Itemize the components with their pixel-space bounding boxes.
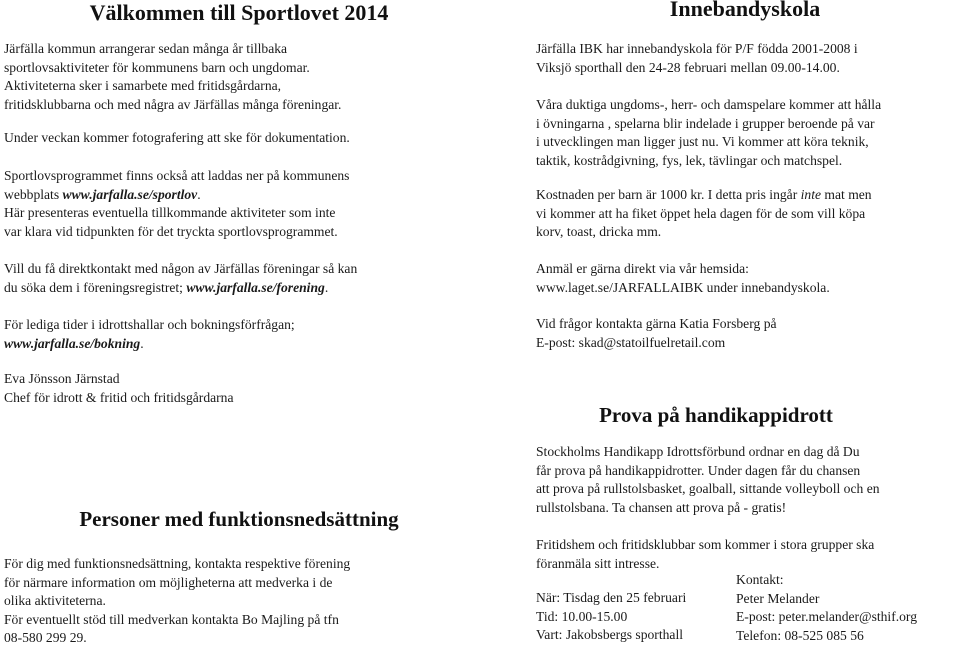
- cost-text: mat men: [821, 187, 872, 202]
- desc-line: i utvecklingen man ligger just nu. Vi kommer att köra teknik,: [536, 134, 869, 150]
- punctuation: .: [197, 186, 201, 202]
- sportlov-link[interactable]: www.jarfalla.se/sportlov: [62, 186, 198, 202]
- welcome-title: Välkommen till Sportlovet 2014: [89, 0, 389, 25]
- booking-line: För lediga tider i idrottshallar och bokningsförfrågan;: [4, 317, 295, 332]
- disability-line: 08-580 299 29.: [4, 630, 87, 646]
- photo-note: Under veckan kommer fotografering att ske för dokumentation.: [4, 130, 350, 145]
- innebandy-intro: [536, 40, 954, 77]
- program-line: [4, 186, 474, 205]
- contact-label: Kontakt:: [736, 572, 784, 587]
- cost-line: korv, toast, dricka mm.: [536, 224, 662, 240]
- booking-line: [4, 335, 474, 354]
- questions-email[interactable]: E-post: skad@statoilfuelretail.com: [536, 334, 726, 350]
- handikapp-line: Stockholms Handikapp Idrottsförbund ordnar en dag då Du: [536, 444, 860, 459]
- handikapp-line: att prova på rullstolsbasket, goalball, sittande volleyboll och en: [536, 481, 880, 497]
- intro-line: Viksjö sporthall den 24-28 februari mellan 09.00-14.00.: [536, 59, 840, 75]
- cost-line: vi kommer att ha fiket öppet hela dagen för de som vill köpa: [536, 205, 866, 221]
- desc-line: i övningarna , spelarna blir indelade i grupper beroende på var: [536, 115, 875, 131]
- program-line: var klara vid tidpunkten för det tryckta sportlovsprogrammet.: [4, 223, 338, 239]
- disability-line: för närmare information om möjligheterna att medverka i de: [4, 574, 333, 590]
- handikapp-paragraph: [536, 443, 954, 517]
- signup-line: Anmäl er gärna direkt via vår hemsida:: [536, 261, 749, 276]
- disability-paragraph: [4, 555, 474, 648]
- punctuation: .: [324, 279, 329, 295]
- contact-text: du söka dem i föreningsregistret;: [4, 279, 187, 295]
- disability-line: För dig med funktionsnedsättning, kontakta respektive förening: [4, 556, 351, 571]
- disability-line: För eventuellt stöd till medverkan kontakta Bo Majling på tfn: [4, 611, 339, 627]
- questions-line: Vid frågor kontakta gärna Katia Forsberg på: [536, 316, 777, 331]
- invite-paragraph: [536, 536, 954, 573]
- innebandy-description: [536, 96, 954, 170]
- signup-link[interactable]: www.laget.se/JARFALLAIBK under innebandyskola.: [536, 279, 830, 295]
- signature: [4, 370, 474, 407]
- booking-paragraph: [4, 316, 474, 353]
- contact-paragraph: [4, 260, 474, 297]
- contact-details: [736, 571, 956, 645]
- event-where: Vart: Jakobsbergs sporthall: [536, 627, 683, 643]
- contact-line: [4, 279, 474, 298]
- program-text: webbplats: [4, 186, 63, 202]
- cost-line: [536, 186, 954, 205]
- program-line: Sportlovsprogrammet finns också att laddas ner på kommunens: [4, 168, 350, 183]
- contact-phone: Telefon: 08-525 085 56: [736, 627, 864, 643]
- contact-name: Peter Melander: [736, 590, 820, 606]
- handikapp-line: rullstolsbana. Ta chansen att prova på - gratis!: [536, 499, 787, 515]
- punctuation: .: [140, 335, 144, 351]
- event-when: När: Tisdag den 25 februari: [536, 590, 687, 605]
- disability-line: olika aktiviteterna.: [4, 593, 106, 609]
- signature-title: Chef för idrott & fritid och fritidsgårdarna: [4, 389, 234, 405]
- handikapp-line: får prova på handikappidrotter. Under dagen får du chansen: [536, 462, 861, 478]
- forening-link[interactable]: www.jarfalla.se/forening: [186, 279, 325, 295]
- cost-emphasis: inte: [800, 187, 822, 202]
- intro-line: Järfälla IBK har innebandyskola för P/F födda 2001-2008 i: [536, 41, 858, 56]
- program-line: Här presenteras eventuella tillkommande aktiviteter som inte: [4, 205, 336, 221]
- disability-title: Personer med funktionsnedsättning: [79, 507, 399, 531]
- desc-line: Våra duktiga ungdoms-, herr- och damspelare kommer att hålla: [536, 97, 882, 112]
- intro-line: Järfälla kommun arrangerar sedan många år tillbaka: [4, 41, 288, 56]
- contact-line: Vill du få direktkontakt med någon av Järfällas föreningar så kan: [4, 261, 358, 276]
- intro-line: Aktiviteterna sker i samarbete med fritidsgårdarna,: [4, 78, 282, 94]
- program-paragraph: [4, 167, 474, 241]
- invite-line: föranmäla sitt intresse.: [536, 555, 660, 571]
- event-details: [536, 589, 736, 645]
- invite-line: Fritidshem och fritidsklubbar som kommer i stora grupper ska: [536, 537, 875, 552]
- desc-line: taktik, kostrådgivning, fys, lek, tävlingar och matchspel.: [536, 152, 843, 168]
- intro-line: fritidsklubbarna och med några av Järfällas många föreningar.: [4, 96, 342, 112]
- signup-paragraph: [536, 260, 954, 297]
- intro-paragraph: [4, 40, 474, 114]
- cost-text: Kostnaden per barn är 1000 kr. I detta pris ingår: [536, 187, 801, 202]
- event-time: Tid: 10.00-15.00: [536, 608, 628, 624]
- bokning-link[interactable]: www.jarfalla.se/bokning: [4, 335, 141, 351]
- cost-paragraph: [536, 186, 954, 242]
- intro-line: sportlovsaktiviteter för kommunens barn och ungdomar.: [4, 59, 310, 75]
- contact-email[interactable]: E-post: peter.melander@sthif.org: [736, 609, 918, 625]
- handikapp-title: Prova på handikappidrott: [599, 403, 833, 427]
- signature-name: Eva Jönsson Järnstad: [4, 371, 120, 386]
- innebandy-title: Innebandyskola: [669, 0, 821, 21]
- questions-paragraph: [536, 315, 954, 352]
